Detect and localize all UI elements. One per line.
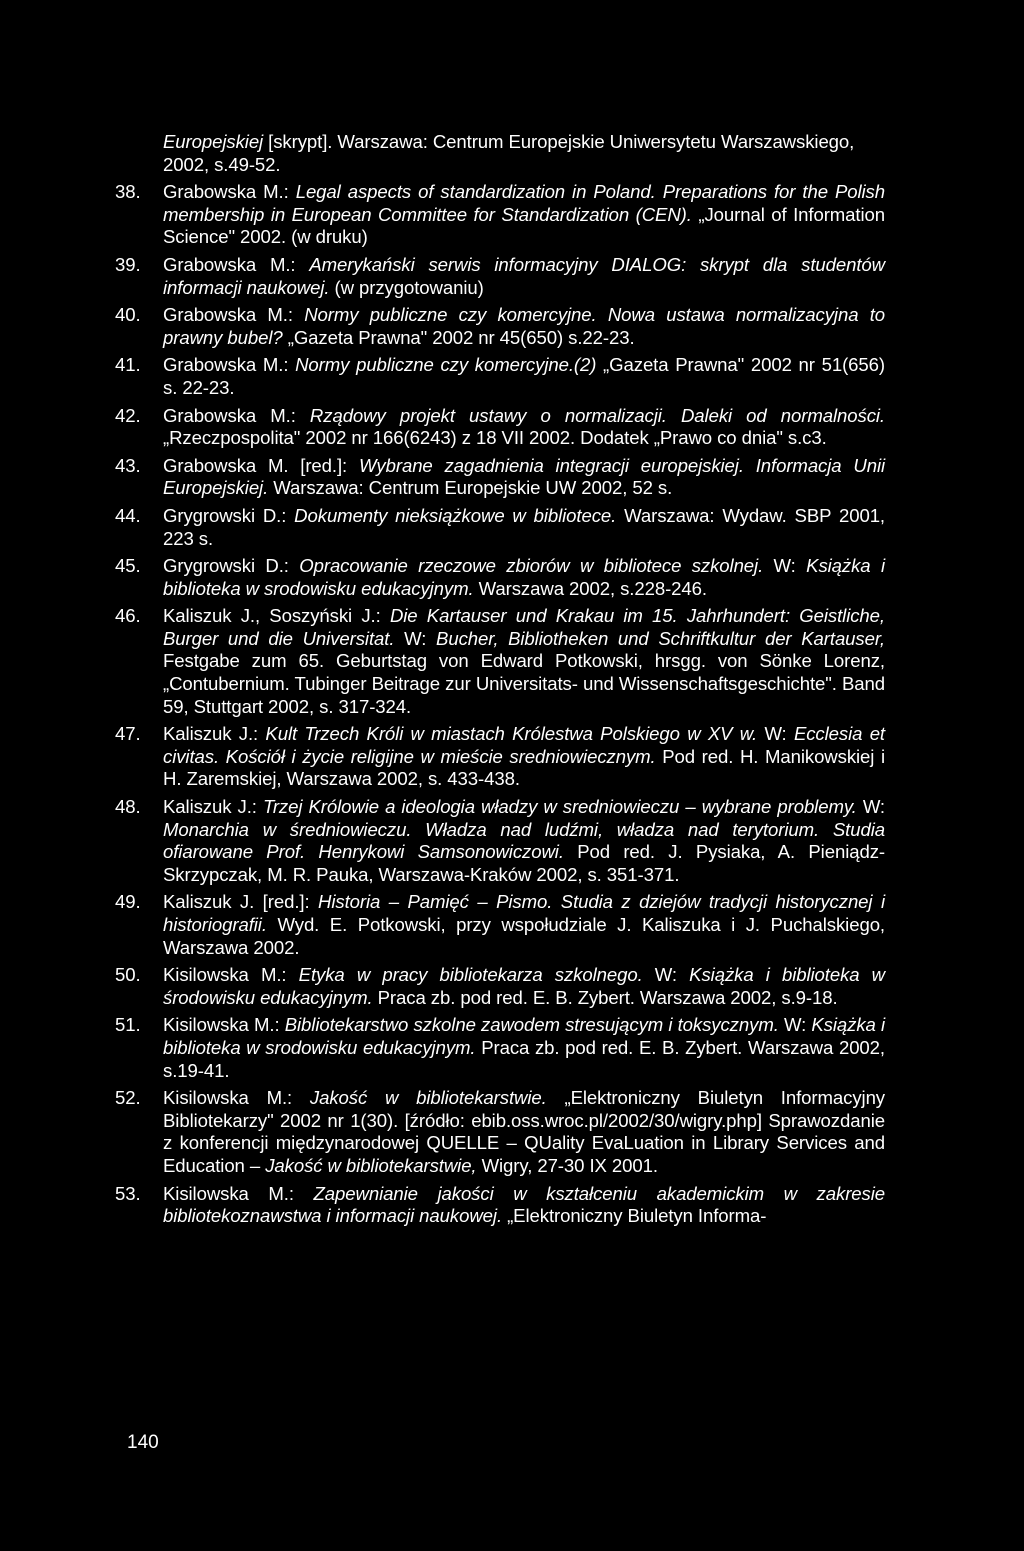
text-segment: Wyd. E. Potkowski, przy wspołudziale J. Kaliszuka i J. Puchalskiego, Warszawa 2002. — [163, 914, 885, 958]
text-segment: W: — [763, 555, 807, 577]
text-segment: „Journal of Information Science" 2002. (w druku) — [163, 203, 885, 248]
italic-title-segment: Ecclesia et civitas. Kościół i życie religijne w mieście sredniowiecznym. — [163, 723, 885, 767]
page-number: 140 — [127, 1432, 159, 1453]
bibliography-entry — [115, 304, 885, 349]
text-segment: W: — [642, 964, 690, 986]
bibliography-entries — [115, 181, 885, 1228]
italic-title-segment: Amerykański serwis informacyjny DIALOG: skrypt dla studentów informacji naukowej. — [163, 253, 885, 298]
text-segment: Grabowska M.: — [163, 354, 296, 376]
italic-title-segment: Rządowy projekt ustawy o normalizacji. Daleki od normalności. — [309, 404, 885, 426]
text-segment: Praca zb. pod red. E. B. Zybert. Warszawa 2002, s.9-18. — [372, 986, 838, 1008]
text-segment: Kaliszuk J. [red.]: — [163, 891, 319, 913]
text-segment: Grabowska M.: — [163, 404, 310, 426]
text-segment: Grabowska M. [red.]: — [163, 454, 359, 476]
bibliography-entry — [115, 723, 885, 791]
bibliography-entry — [115, 354, 885, 399]
italic-title-segment: Opracowanie rzeczowe zbiorów w bibliotece szkolnej. — [299, 555, 764, 577]
entry-text — [163, 605, 885, 718]
italic-title-segment: Zapewnianie jakości w kształceniu akademickim w zakresie bibliotekoznawstwa i informacji naukowej. — [163, 1182, 885, 1227]
italic-title-segment: Bibliotekarstwo szkolne zawodem stresującym i toksycznym. — [284, 1014, 779, 1036]
entry-number: 44. — [115, 504, 141, 526]
entry-number: 39. — [115, 253, 141, 275]
continuation-paragraph — [115, 131, 885, 176]
entry-text — [163, 354, 885, 399]
italic-title-segment: Kult Trzech Króli w miastach Królestwa Polskiego w XV w. — [265, 723, 758, 745]
text-segment: Kisilowska M.: — [163, 1182, 314, 1204]
italic-title-segment: Jakość w bibliotekarstwie. — [309, 1087, 547, 1109]
italic-title-segment: Legal aspects of standardization in Poland. Preparations for the Polish membership in European Committee for Standardization (CEN). — [163, 181, 885, 225]
text-segment: Kaliszuk J., Soszyński J.: — [163, 605, 390, 627]
italic-title-segment: Książka i biblioteka w środowisku edukacyjnym. — [163, 964, 886, 1008]
bibliography-entry — [115, 1087, 885, 1177]
italic-title-segment: Normy publiczne czy komercyjne.(2) — [295, 354, 597, 376]
bibliography-entry — [115, 254, 885, 299]
text-segment: Pod red. H. Manikowskiej i H. Zaremskiej, Warszawa 2002, s. 433-438. — [163, 745, 885, 790]
entry-number: 53. — [115, 1182, 141, 1204]
text-segment: Warszawa 2002, s.228-246. — [473, 577, 707, 599]
entry-number: 38. — [115, 181, 141, 203]
text-segment: „Rzeczpospolita" 2002 nr 166(6243) z 18 VII 2002. Dodatek „Prawo co dnia" s.c3. — [163, 427, 827, 449]
entry-number: 42. — [115, 404, 141, 426]
italic-title-segment: Bucher, Bibliotheken und Schriftkultur der Kartauser, — [436, 627, 885, 649]
entry-text — [163, 964, 885, 1009]
text-segment: Grabowska M.: — [163, 181, 296, 203]
text-segment: Kaliszuk J.: — [163, 796, 263, 818]
italic-title-segment: Dokumenty nieksiążkowe w bibliotece. — [294, 504, 617, 526]
bibliography-entry — [115, 605, 885, 718]
bibliography-entry — [115, 505, 885, 550]
text-segment: Grygrowski D.: — [163, 555, 300, 577]
italic-title-segment: Europejskiej — [163, 131, 264, 152]
entry-text — [163, 891, 885, 959]
italic-title-segment: Książka i biblioteka w srodowisku edukacyjnym. — [163, 1014, 885, 1058]
entry-text — [163, 455, 885, 500]
entry-number: 49. — [115, 891, 141, 913]
entry-number: 48. — [115, 796, 141, 818]
italic-title-segment: Trzej Królowie a ideologia władzy w sredniowieczu – wybrane problemy. — [262, 796, 857, 818]
text-segment: Grabowska M.: — [163, 253, 310, 275]
text-segment: Grygrowski D.: — [163, 504, 295, 526]
entry-number: 47. — [115, 723, 141, 745]
text-segment: [skrypt]. Warszawa: Centrum Europejskie Uniwersytetu Warszawskiego, 2002, s.49-52. — [163, 131, 855, 175]
entry-text — [163, 505, 885, 550]
entry-number: 40. — [115, 304, 141, 326]
bibliography-entry — [115, 181, 885, 249]
bibliography-entry — [115, 964, 885, 1009]
entry-number: 41. — [115, 354, 141, 376]
entry-text — [163, 723, 885, 791]
text-segment: „Gazeta Prawna" 2002 nr 45(650) s.22-23. — [282, 326, 635, 348]
italic-title-segment: Normy publiczne czy komercyjne. Nowa ustawa normalizacyjna to prawny bubel? — [163, 304, 885, 348]
text-segment: Pod red. J. Pysiaka, A. Pieniądz-Skrzypczak, M. R. Pauka, Warszawa-Kraków 2002, s. 351-371. — [163, 841, 885, 885]
entry-number: 50. — [115, 964, 141, 986]
text-segment: W: — [757, 723, 794, 745]
italic-title-segment: Historia – Pamięć – Pismo. Studia z dziejów tradycji historycznej i historiografii. — [163, 891, 885, 935]
entry-text — [163, 555, 885, 600]
text-segment: Warszawa: Wydaw. SBP 2001, 223 s. — [163, 504, 885, 549]
entry-text — [163, 304, 885, 349]
entry-text — [163, 796, 885, 886]
text-segment: Kaliszuk J.: — [163, 723, 266, 745]
bibliography-entry — [115, 455, 885, 500]
entry-number: 52. — [115, 1087, 141, 1109]
italic-title-segment: Etyka w pracy bibliotekarza szkolnego. — [298, 964, 643, 986]
entry-text — [163, 181, 885, 249]
entry-text — [163, 1087, 885, 1177]
text-segment: Kisilowska M.: — [163, 1014, 285, 1036]
text-segment: Praca zb. pod red. E. B. Zybert. Warszawa 2002, s.19-41. — [163, 1036, 885, 1081]
entry-text — [163, 405, 885, 450]
italic-title-segment: Książka i biblioteka w srodowisku edukacyjnym. — [163, 555, 885, 599]
entry-number: 45. — [115, 555, 141, 577]
entry-number: 43. — [115, 454, 141, 476]
bibliography-entry — [115, 891, 885, 959]
text-segment: Kisilowska M.: — [163, 1087, 310, 1109]
text-segment: W: — [856, 796, 886, 818]
italic-title-segment: Wybrane zagadnienia integracji europejskiej. Informacja Unii Europejskiej. — [163, 454, 886, 499]
text-segment: W: — [778, 1014, 812, 1036]
text-segment: Wigry, 27-30 IX 2001. — [476, 1154, 658, 1176]
bibliography-list — [115, 131, 885, 1233]
text-segment: „Elektroniczny Biuletyn Informacyjny Bibliotekarzy" 2002 nr 1(30). [źródło: ebib.oss.wroc.pl/2002/30/wigry.php] Sprawozdanie z konferencji międzynarodowej QUELLE – QUality EvaLuation in Library Services and Education – — [163, 1087, 886, 1176]
text-segment: Festgabe zum 65. Geburtstag von Edward Potkowski, hrsgg. von Sönke Lorenz, „Contubernium. Tubinger Beitrage zur Universitats- und Wissenschaftsgeschichte". Band 59, Stuttgart 2002, s. 317-324. — [163, 650, 885, 717]
text-segment: Grabowska M.: — [163, 304, 305, 326]
entry-text — [163, 1183, 885, 1228]
bibliography-entry — [115, 1014, 885, 1082]
text-segment: W: — [394, 627, 437, 649]
bibliography-entry — [115, 796, 885, 886]
italic-title-segment: Jakość w bibliotekarstwie, — [265, 1154, 477, 1176]
text-segment: Kisilowska M.: — [163, 964, 299, 986]
entry-text — [163, 1014, 885, 1082]
text-segment: Warszawa: Centrum Europejskie UW 2002, 52 s. — [268, 477, 673, 499]
bibliography-entry — [115, 1183, 885, 1228]
bibliography-entry — [115, 405, 885, 450]
text-segment: „Elektroniczny Biuletyn Informa- — [502, 1205, 767, 1227]
entry-number: 51. — [115, 1014, 141, 1036]
italic-title-segment: Monarchia w średniowieczu. Władza nad ludźmi, władza nad terytorium. Studia ofiarowane Prof. Henrykowi Samsonowiczowi. — [163, 818, 885, 863]
bibliography-entry — [115, 555, 885, 600]
italic-title-segment: Die Kartauser und Krakau im 15. Jahrhundert: Geistliche, Burger und die Universitat. — [163, 605, 885, 649]
entry-text — [163, 254, 885, 299]
text-segment: „Gazeta Prawna" 2002 nr 51(656) s. 22-23. — [163, 354, 885, 398]
entry-number: 46. — [115, 605, 141, 627]
continuation-text — [163, 131, 854, 175]
text-segment: (w przygotowaniu) — [329, 276, 484, 298]
